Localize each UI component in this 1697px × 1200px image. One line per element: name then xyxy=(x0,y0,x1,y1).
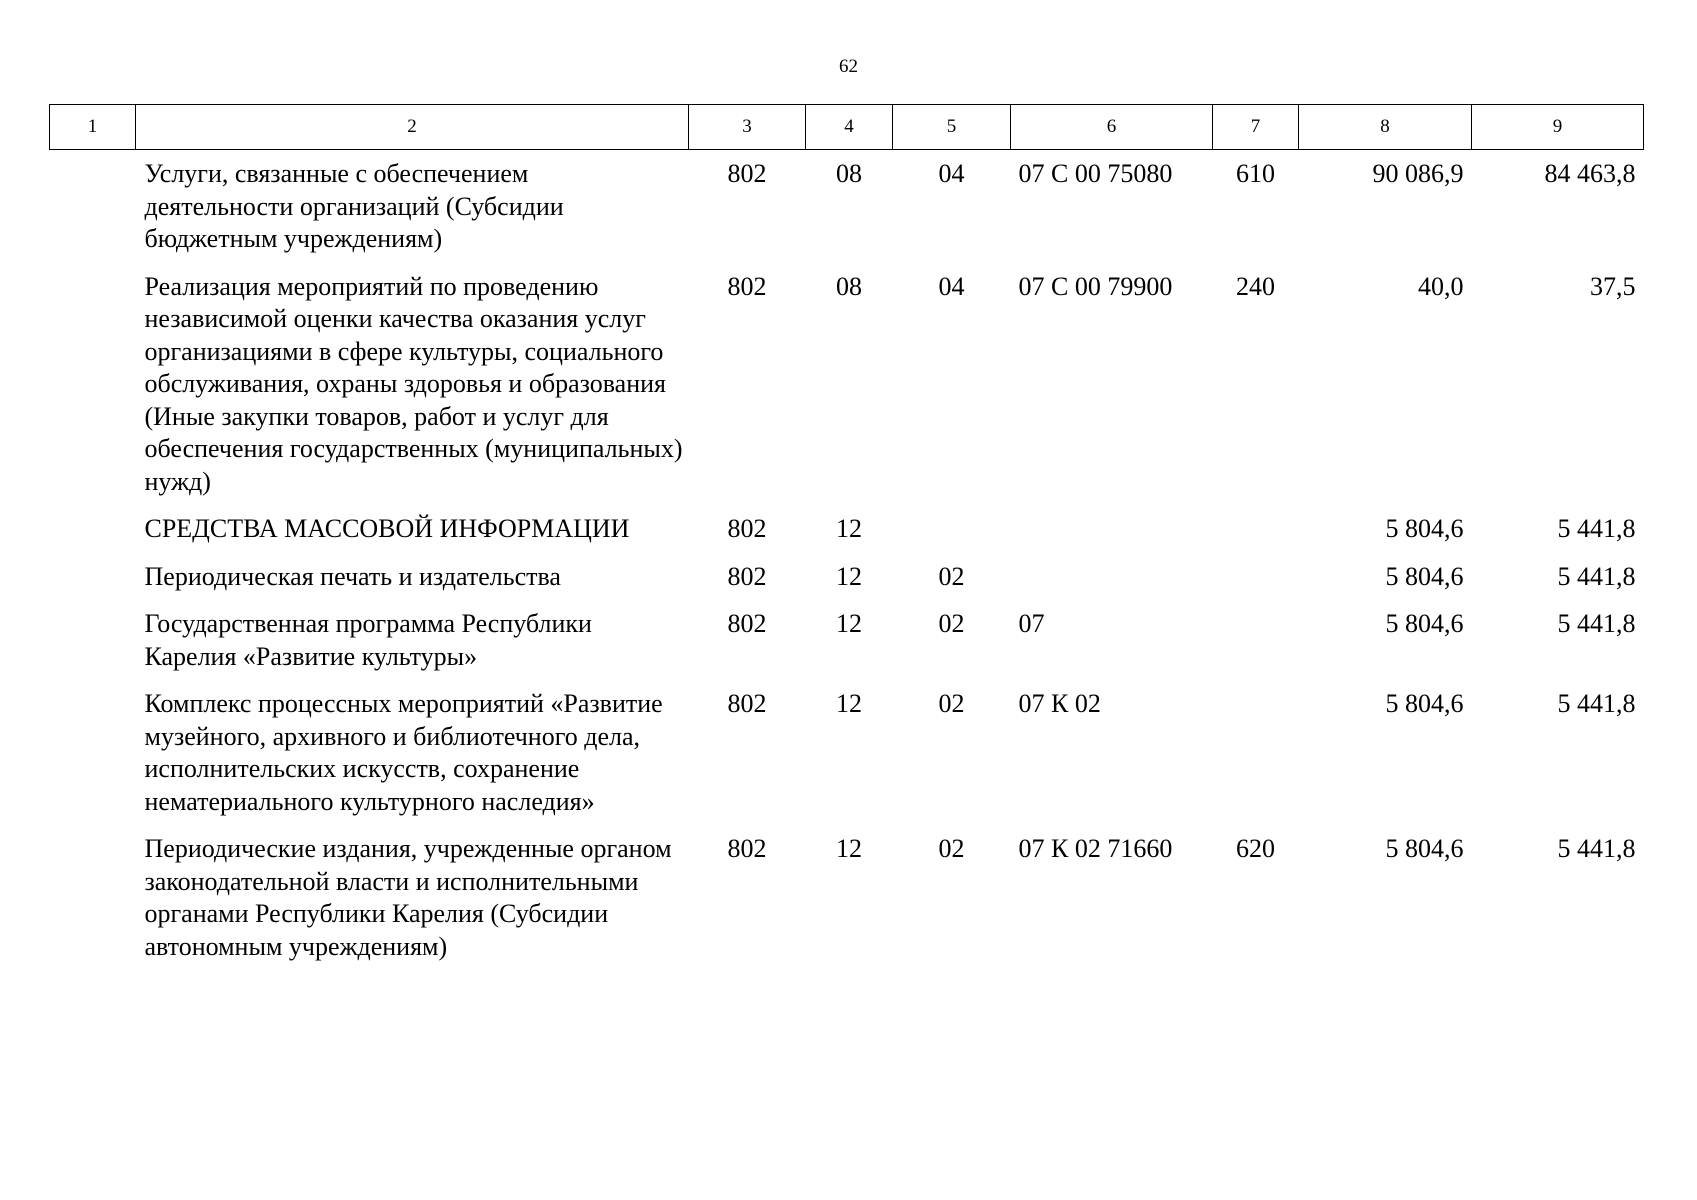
row-name: Государственная программа Республики Карелия «Развитие культуры» xyxy=(144,609,592,671)
row-ministry-code: 802 xyxy=(727,689,767,718)
row-name: Реализация мероприятий по проведению независимой оценки качества оказания услуг организациями в сфере культуры, социального обслуживания, охраны здоровья и образования (Иные закупки товаров, работ и услуг для обеспечения государственных (муниципальных) нужд) xyxy=(144,271,683,496)
row-ministry-code: 802 xyxy=(727,561,767,591)
row-subsection-code xyxy=(893,501,1011,549)
row-amount-col9: 5 441,8 xyxy=(1557,561,1636,591)
row-subsection-code: 04 xyxy=(938,271,965,301)
row-index-cell xyxy=(50,549,136,597)
row-section-code: 12 xyxy=(836,834,862,863)
table-row xyxy=(50,821,1644,966)
row-ministry-code: 802 xyxy=(727,271,767,301)
row-name: Услуги, связанные с обеспечением деятельности организаций (Субсидии бюджетным учреждениям) xyxy=(144,159,564,253)
header-col-2: 2 xyxy=(136,105,689,150)
table-row xyxy=(50,259,1644,502)
row-ministry-code: 802 xyxy=(727,514,767,543)
row-target-article: 07 xyxy=(1018,609,1045,638)
row-amount-col8: 5 804,6 xyxy=(1385,561,1464,591)
row-section-code: 12 xyxy=(836,689,862,718)
row-target-article: 07 К 02 xyxy=(1018,689,1101,718)
row-expense-type xyxy=(1213,549,1299,597)
row-expense-type: 240 xyxy=(1236,271,1275,301)
row-name: Периодическая печать и издательства xyxy=(144,561,561,591)
row-amount-col8: 5 804,6 xyxy=(1385,689,1464,718)
row-section-code: 12 xyxy=(836,514,862,543)
row-index-cell xyxy=(50,259,136,502)
row-expense-type xyxy=(1213,501,1299,549)
row-amount-col8: 40,0 xyxy=(1418,271,1464,301)
row-name: Комплекс процессных мероприятий «Развитие музейного, архивного и библиотечного дела, исполнительских искусств, сохранение нематериального культурного наследия» xyxy=(144,689,663,816)
row-subsection-code: 02 xyxy=(938,689,965,718)
row-subsection-code: 02 xyxy=(938,561,965,591)
row-amount-col8: 5 804,6 xyxy=(1385,609,1464,638)
budget-table xyxy=(49,104,1644,966)
row-index-cell xyxy=(50,676,136,821)
header-col-4: 4 xyxy=(806,105,893,150)
row-target-article: 07 С 00 79900 xyxy=(1018,271,1173,301)
row-amount-col8: 5 804,6 xyxy=(1385,514,1464,543)
row-index-cell xyxy=(50,501,136,549)
row-section-code: 08 xyxy=(836,159,862,188)
row-name: Периодические издания, учрежденные органом законодательной власти и исполнительными органами Республики Карелия (Субсидии автономным учреждениям) xyxy=(144,834,672,961)
table-row xyxy=(50,501,1644,549)
row-target-article: 07 К 02 71660 xyxy=(1018,834,1173,863)
column-number-header-row xyxy=(50,105,1644,150)
row-expense-type xyxy=(1213,596,1299,676)
row-amount-col9: 37,5 xyxy=(1590,271,1636,301)
table-row xyxy=(50,676,1644,821)
header-col-7: 7 xyxy=(1213,105,1299,150)
header-col-9: 9 xyxy=(1472,105,1644,150)
table-row xyxy=(50,596,1644,676)
row-subsection-code: 02 xyxy=(938,834,965,863)
row-subsection-code: 04 xyxy=(938,159,965,188)
row-target-article xyxy=(1011,549,1213,597)
row-index-cell xyxy=(50,150,136,259)
row-amount-col9: 5 441,8 xyxy=(1557,609,1636,638)
row-amount-col9: 5 441,8 xyxy=(1557,689,1636,718)
header-col-5: 5 xyxy=(893,105,1011,150)
table-row xyxy=(50,150,1644,259)
page-number: 62 xyxy=(839,56,858,77)
row-expense-type: 620 xyxy=(1236,834,1275,863)
row-ministry-code: 802 xyxy=(727,834,767,863)
row-ministry-code: 802 xyxy=(727,609,767,638)
row-target-article xyxy=(1011,501,1213,549)
row-index-cell xyxy=(50,821,136,966)
row-name: СРЕДСТВА МАССОВОЙ ИНФОРМАЦИИ xyxy=(144,514,630,543)
row-expense-type: 610 xyxy=(1236,159,1275,188)
row-expense-type xyxy=(1213,676,1299,821)
table-row xyxy=(50,549,1644,597)
row-ministry-code: 802 xyxy=(727,159,767,188)
row-amount-col9: 5 441,8 xyxy=(1557,834,1636,863)
row-index-cell xyxy=(50,596,136,676)
header-col-6: 6 xyxy=(1011,105,1213,150)
row-amount-col9: 5 441,8 xyxy=(1557,514,1636,543)
row-section-code: 12 xyxy=(836,609,862,638)
row-amount-col8: 5 804,6 xyxy=(1385,834,1464,863)
row-amount-col8: 90 086,9 xyxy=(1372,159,1464,188)
row-subsection-code: 02 xyxy=(938,609,965,638)
row-target-article: 07 С 00 75080 xyxy=(1018,159,1173,188)
header-col-8: 8 xyxy=(1299,105,1472,150)
row-amount-col9: 84 463,8 xyxy=(1544,159,1636,188)
header-col-3: 3 xyxy=(689,105,806,150)
row-section-code: 08 xyxy=(836,271,862,301)
header-col-1: 1 xyxy=(50,105,136,150)
row-section-code: 12 xyxy=(836,561,862,591)
